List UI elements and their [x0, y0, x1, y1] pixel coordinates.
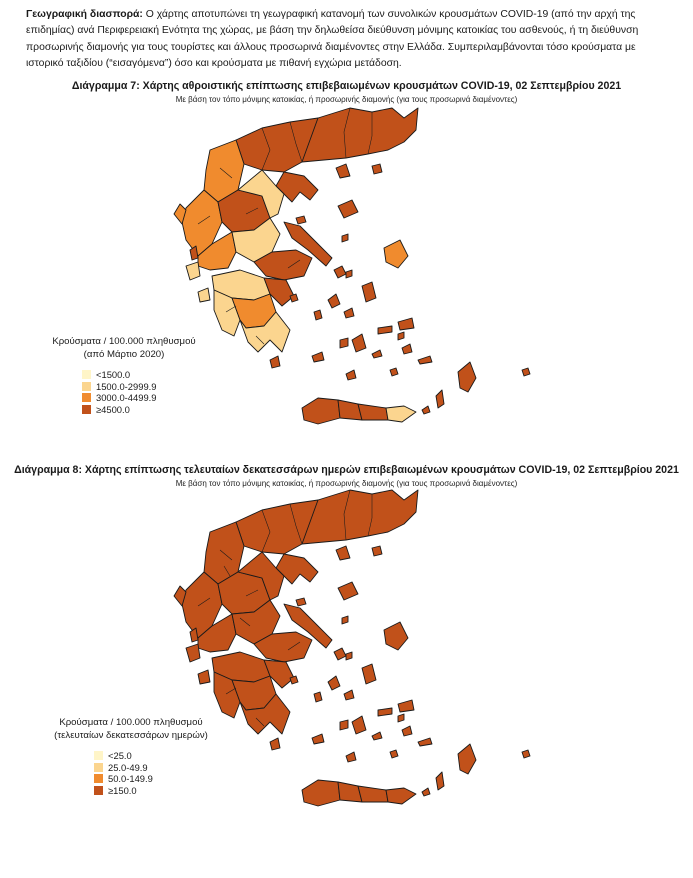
island-8-thasos: [336, 546, 350, 560]
region-8-crete-heraklion: [358, 786, 388, 802]
map-8-mainland: [182, 490, 418, 734]
region-8-crete-rethymno: [338, 782, 362, 802]
island-8-skyros: [334, 648, 346, 660]
island-8-andros: [328, 676, 340, 690]
legend-swatch: [94, 786, 103, 795]
island-8-kasos: [422, 788, 430, 796]
legend-swatch: [94, 763, 103, 772]
legend-label: 1500.0-2999.9: [96, 380, 157, 392]
figure-8-title: Διάγραμμα 8: Χάρτης επίπτωσης τελευταίων δεκατεσσάρων ημερών επιβεβαιωμένων κρουσμάτων COVID-19, 02 Σεπτεμβρίου 2021: [14, 464, 679, 476]
island-8-chios: [362, 664, 376, 684]
island-8-astypalaia: [390, 750, 398, 758]
figure-8-legend-title-line1: Κρούσματα / 100.000 πληθυσμού: [59, 717, 203, 728]
island-8-sporades: [296, 598, 306, 606]
figure-7-subtitle: Με βάση τον τόπο μόνιμης κατοικίας, ή προσωρινής διαμονής (για τους προσωρινά διαμένοντες): [175, 95, 518, 104]
legend-label: 50.0-149.9: [108, 773, 153, 785]
island-8-patmos: [398, 714, 404, 722]
island-8-aegina: [290, 676, 298, 684]
legend-label: <1500.0: [96, 369, 131, 381]
island-8-kefalonia: [186, 644, 200, 662]
figure-8-legend-items: [38, 750, 224, 796]
region-8-macedonia-east: [236, 500, 318, 554]
region-8-crete-chania: [302, 780, 340, 806]
island-8-paros: [340, 720, 348, 730]
legend-row: [94, 773, 224, 785]
legend-swatch: [94, 751, 103, 760]
island-8-kalymnos: [402, 726, 412, 736]
legend-label: 25.0-49.9: [108, 761, 148, 773]
figure-7-legend-title-line2: (από Μάρτιο 2020): [83, 348, 165, 360]
island-8-naxos: [352, 716, 366, 734]
figure-8-legend-title-line2: (τελευταίων δεκατεσσάρων ημερών): [54, 729, 208, 741]
island-8-agios-efstratios: [342, 616, 348, 624]
figure-8-legend: [38, 717, 224, 796]
island-8-limnos: [338, 582, 358, 600]
intro-text: Ο χάρτης αποτυπώνει τη γεωγραφική κατανομή των συνολικών κρουσμάτων COVID-19 (από την αρχή της επιδημίας) ανά Περιφερειακή Ενότητα της χώρας, με βάση την δηλωθείσα διεύθυνση μόνιμης κατοικίας του ασθενούς, ή τη διεύθυνση προσωρινής διαμονής για τους τουρίστες και άλλους προσωρινά διαμένοντες στην Ελλάδα. Συμπεριλαμβάνονται τόσο κρούσματα με ιστορικό ταξιδίου (“εισαγόμενα”) όσο και κρούσματα με πιθανή εγχώρια μετάδοση.: [26, 9, 639, 70]
island-8-kythira: [270, 738, 280, 750]
island-8-kos: [418, 738, 432, 746]
island-8-psara: [346, 652, 352, 660]
legend-row: [94, 785, 224, 797]
island-8-milos: [312, 734, 324, 744]
island-8-kastellorizo: [522, 750, 530, 758]
legend-row: [94, 762, 224, 774]
island-8-lefkada: [190, 628, 198, 642]
island-8-kea: [314, 692, 322, 702]
figure-7-legend-title-line1: Κρούσματα / 100.000 πληθυσμού: [52, 336, 196, 347]
island-8-rhodes: [458, 744, 476, 774]
figure-8-legend-title: [38, 717, 224, 742]
legend-row: [94, 750, 224, 762]
legend-swatch: [94, 774, 103, 783]
intro-label: Γεωγραφική διασπορά:: [26, 9, 143, 20]
island-8-zakynthos: [198, 670, 210, 684]
figure-8-subtitle: Με βάση τον τόπο μόνιμης κατοικίας, ή προσωρινής διαμονής (για τους προσωρινά διαμένοντες): [175, 479, 518, 488]
region-8-crete-lasithi: [386, 788, 416, 804]
island-8-tinos: [344, 690, 354, 700]
island-8-lesvos: [384, 622, 408, 650]
island-8-samothraki: [372, 546, 382, 556]
legend-label: ≥150.0: [108, 784, 137, 796]
island-8-amorgos: [372, 732, 382, 740]
island-8-santorini: [346, 752, 356, 762]
legend-label: ≥4500.0: [96, 403, 130, 415]
island-8-ikaria: [378, 708, 392, 716]
island-8-samos: [398, 700, 414, 712]
map-8-crete: [302, 780, 416, 806]
figure-7-title: Διάγραμμα 7: Χάρτης αθροιστικής επίπτωσης επιβεβαιωμένων κρουσμάτων COVID-19, 02 Σεπτεμβρίου 2021: [71, 80, 622, 92]
legend-label: <25.0: [108, 750, 132, 762]
legend-label: 3000.0-4499.9: [96, 392, 157, 404]
island-8-karpathos: [436, 772, 444, 790]
